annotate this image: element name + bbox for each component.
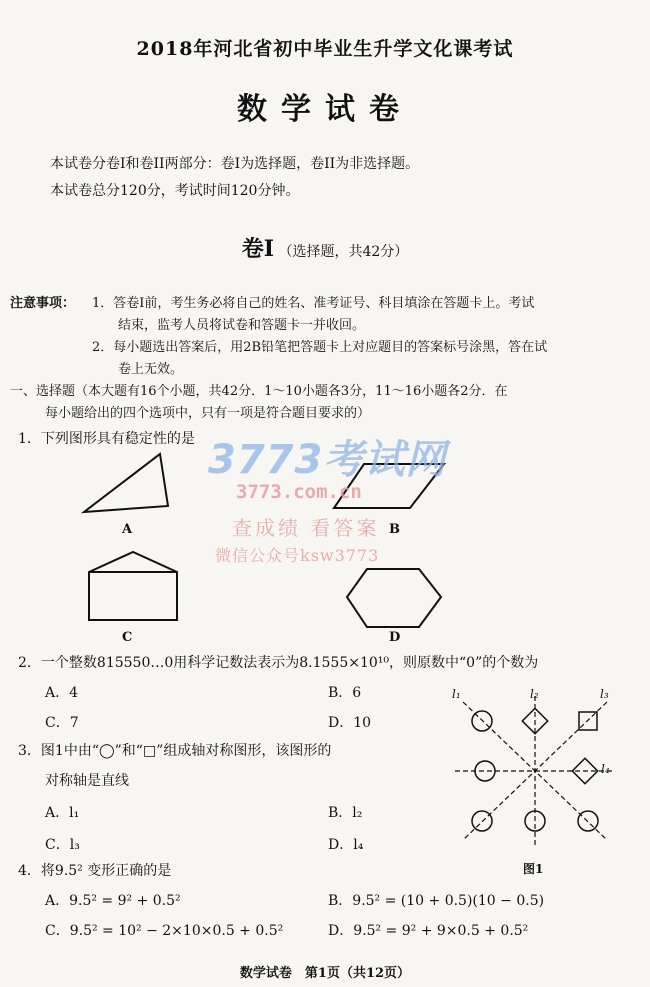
part1-heading-b: 每小题给出的四个选项中，只有一项是符合题目要求的） <box>45 406 371 421</box>
q3-option-c: C．l₃ <box>45 837 80 853</box>
q3-option-a: A．l₁ <box>45 805 80 821</box>
part1-heading-a: 一、选择题（本大题有16个小题，共42分．1～10小题各3分，11～16小题各2分．在 <box>10 384 508 399</box>
q1-label-b: B <box>389 522 400 537</box>
note-2a: 2．每小题选出答案后，用2B铅笔把答题卡上对应题目的答案标号涂黑，答在试 <box>92 340 548 355</box>
q1-stem: 1．下列图形具有稳定性的是 <box>18 431 195 447</box>
watermark-slogan: 查成绩 看答案 <box>232 516 380 540</box>
note-1a: 1．答卷I前，考生务必将自己的姓名、准考证号、科目填涂在答题卡上。考试 <box>92 296 535 311</box>
q3-option-b: B．l₂ <box>328 805 363 821</box>
watermark-brand: 3773考试网 <box>208 437 447 483</box>
q3-line-label-l3: l₃ <box>600 687 609 701</box>
q1-figure-pentagon <box>85 548 185 628</box>
notes-label: 注意事项： <box>10 296 76 311</box>
page-footer: 数学试卷 第1页（共12页） <box>239 966 411 981</box>
section-note: （选择题，共42分） <box>278 244 409 260</box>
watermark-site: 3773.com.cn <box>236 481 362 503</box>
note-1b: 结束，监考人员将试卷和答题卡一并收回。 <box>118 318 366 333</box>
section-name: 卷I <box>241 236 274 262</box>
note-2b: 卷上无效。 <box>118 362 184 377</box>
q3-line-label-l2: l₂ <box>530 687 539 701</box>
q4-option-b: B．9.5² = (10 + 0.5)(10 − 0.5) <box>328 893 545 909</box>
q3-stem-b: 对称轴是直线 <box>45 773 129 789</box>
q4-option-a: A．9.5² = 9² + 0.5² <box>45 893 181 909</box>
q2-option-d: D．10 <box>328 715 372 731</box>
q3-figure-1 <box>445 688 625 858</box>
q3-line-label-l4: l₄ <box>601 762 610 776</box>
q2-stem: 2．一个整数815550…0用科学记数法表示为8.1555×10¹⁰，则原数中“0”的个数为 <box>18 655 539 671</box>
exam-title: 2018年河北省初中毕业生升学文化课考试 <box>136 38 514 60</box>
q4-option-d: D．9.5² = 9² + 9×0.5 + 0.5² <box>328 923 529 939</box>
section-title <box>0 232 650 263</box>
q4-option-c: C．9.5² = 10² − 2×10×0.5 + 0.5² <box>45 923 284 939</box>
q3-stem-a: 3．图1中由“◯”和“□”组成轴对称图形，该图形的 <box>18 743 332 759</box>
q1-label-d: D <box>389 630 401 645</box>
intro-line-1: 本试卷分卷I和卷II两部分：卷I为选择题，卷II为非选择题。 <box>50 156 420 172</box>
q4-stem: 4．将9.5² 变形正确的是 <box>18 863 172 879</box>
q3-figure-caption: 图1 <box>523 862 544 876</box>
q2-option-c: C．7 <box>45 715 79 731</box>
q1-figure-triangle <box>80 448 180 520</box>
q2-option-a: A．4 <box>45 685 79 701</box>
q3-option-d: D．l₄ <box>328 837 364 853</box>
intro-line-2: 本试卷总分120分，考试时间120分钟。 <box>50 183 300 199</box>
q1-label-c: C <box>122 630 133 645</box>
q1-label-a: A <box>122 522 133 537</box>
subject-title: 数学试卷 <box>237 92 413 127</box>
watermark-wechat: 微信公众号ksw3773 <box>215 546 380 565</box>
q2-option-b: B．6 <box>328 685 362 701</box>
q3-line-label-l1: l₁ <box>452 687 461 701</box>
q1-figure-hexagon <box>345 565 445 631</box>
